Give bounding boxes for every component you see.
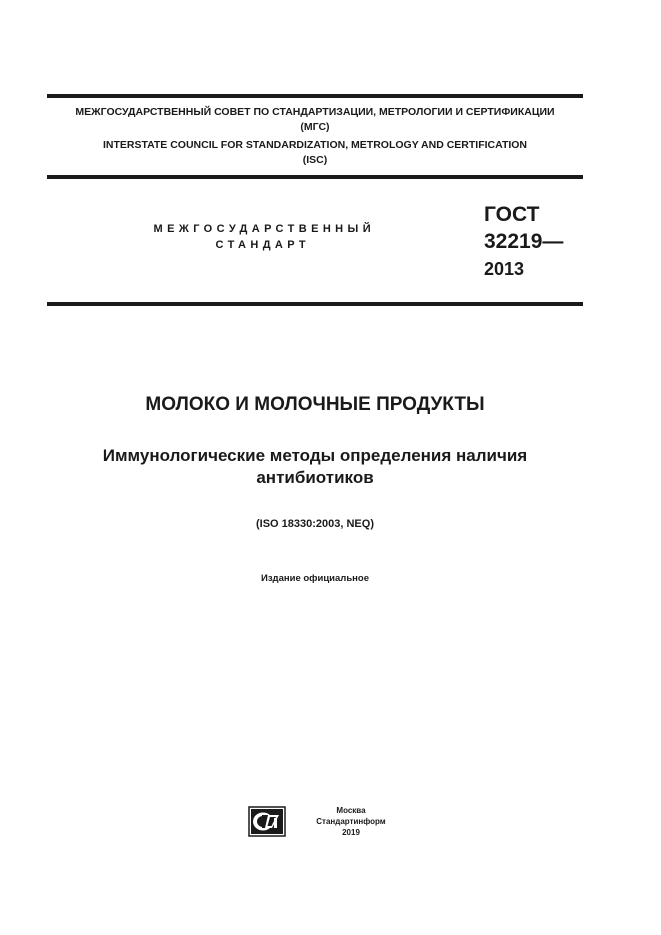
publisher-block (315, 805, 387, 838)
council-name-en: INTERSTATE COUNCIL FOR STANDARDIZATION, METROLOGY AND CERTIFICATION (102, 139, 528, 151)
top-rule (47, 94, 583, 98)
document-subtitle-line1: Иммунологические методы определения наличия (102, 446, 528, 465)
gost-prefix: ГОСТ (484, 203, 540, 226)
council-name-ru: МЕЖГОСУДАРСТВЕННЫЙ СОВЕТ ПО СТАНДАРТИЗАЦИИ, МЕТРОЛОГИИ И СЕРТИФИКАЦИИ (75, 106, 555, 118)
iso-reference: (ISO 18330:2003, NEQ) (255, 518, 374, 530)
standard-type-line2: СТАНДАРТ (215, 239, 310, 251)
standard-type-line1: МЕЖГОСУДАРСТВЕННЫЙ (153, 223, 375, 235)
gost-year: 2013 (484, 259, 525, 279)
document-title: МОЛОКО И МОЛОЧНЫЕ ПРОДУКТЫ (145, 394, 485, 415)
standartinform-logo-icon (248, 806, 286, 837)
document-subtitle-line2: антибиотиков (256, 468, 374, 487)
council-abbr-ru: (МГС) (300, 121, 330, 133)
gost-number: 32219— (484, 230, 564, 253)
council-abbr-en: (ISC) (302, 154, 328, 166)
edition-note: Издание официальное (261, 573, 369, 584)
standard-bottom-rule (47, 302, 583, 306)
header-bottom-rule (47, 175, 583, 179)
publisher-city: Москва (336, 806, 366, 815)
publisher-name: Стандартинформ (316, 817, 386, 826)
publisher-year: 2019 (342, 828, 360, 837)
